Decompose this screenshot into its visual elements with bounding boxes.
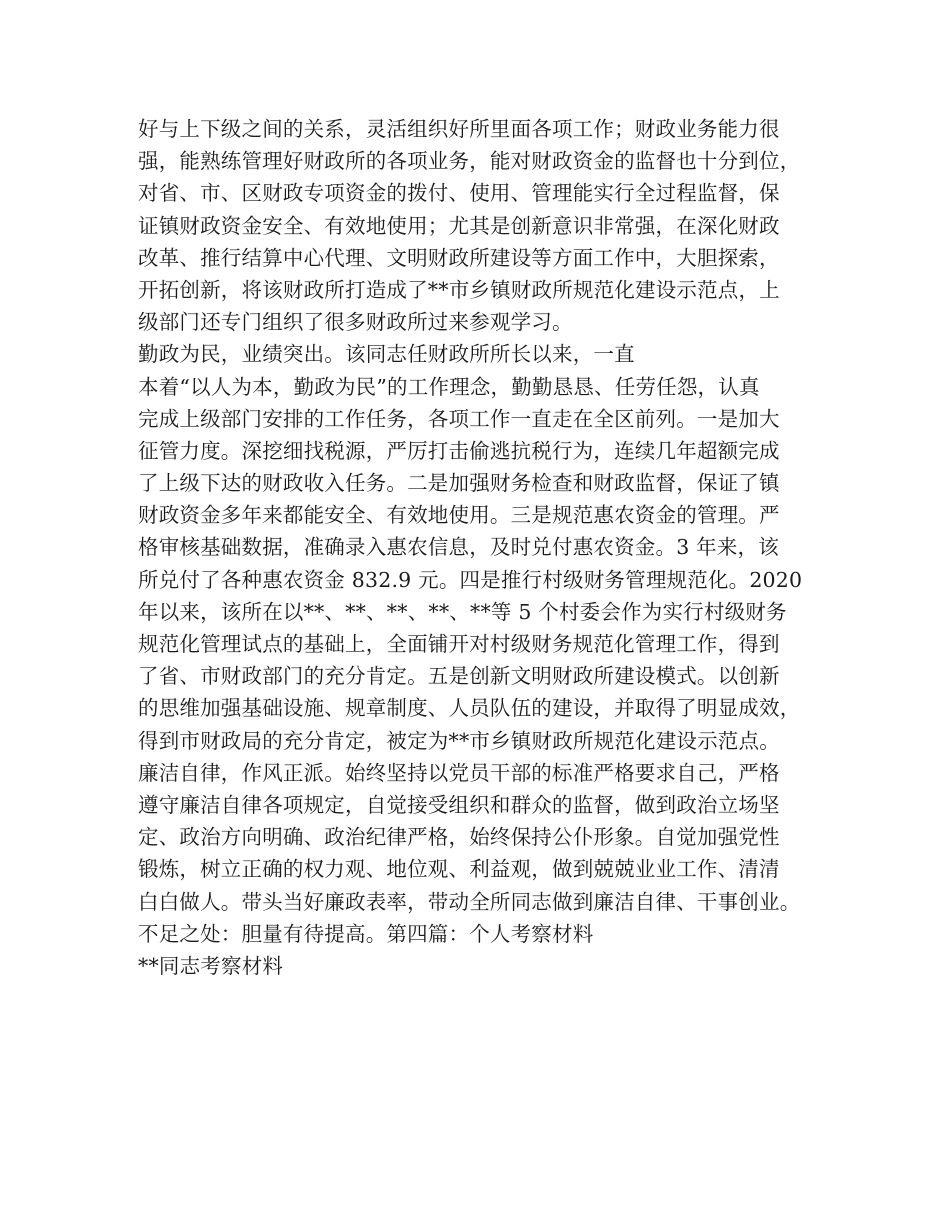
text-line: 不足之处：胆量有待提高。第四篇：个人考察材料 xyxy=(138,921,594,946)
text-line: 白白做人。带头当好廉政表率，带动全所同志做到廉洁自律、干事创业。 xyxy=(138,889,801,914)
text-line: 格审核基础数据，准确录入惠农信息，及时兑付惠农资金。3 年来，该 xyxy=(138,535,779,560)
text-line: 完成上级部门安排的工作任务，各项工作一直走在全区前列。一是加大 xyxy=(138,406,780,431)
text-line: 级部门还专门组织了很多财政所过来参观学习。 xyxy=(138,310,573,335)
text-line: 锻炼，树立正确的权力观、地位观、利益观，做到兢兢业业工作、清清 xyxy=(138,857,780,882)
text-line: 财政资金多年来都能安全、有效地使用。三是规范惠农资金的管理。严 xyxy=(138,503,780,528)
text-line: 强，能熟练管理好财政所的各项业务，能对财政资金的监督也十分到位， xyxy=(138,149,801,174)
text-line: 定、政治方向明确、政治纪律严格，始终保持公仆形象。自觉加强党性 xyxy=(138,825,780,850)
text-line: 开拓创新，将该财政所打造成了**市乡镇财政所规范化建设示范点，上 xyxy=(138,277,780,302)
text-line: 征管力度。深挖细找税源，严厉打击偷逃抗税行为，连续几年超额完成 xyxy=(138,438,780,463)
text-line: 廉洁自律，作风正派。始终坚持以党员干部的标准严格要求自己，严格 xyxy=(138,760,780,785)
text-line: 所兑付了各种惠农资金 832.9 元。四是推行村级财务管理规范化。2020 xyxy=(138,567,803,592)
text-line: 对省、市、区财政专项资金的拨付、使用、管理能实行全过程监督，保 xyxy=(138,181,780,206)
text-line: 得到市财政局的充分肯定，被定为**市乡镇财政所规范化建设示范点。 xyxy=(138,728,780,753)
text-line: 遵守廉洁自律各项规定，自觉接受组织和群众的监督，做到政治立场坚 xyxy=(138,792,780,817)
document-body xyxy=(138,113,828,982)
text-line: 勤政为民，业绩突出。该同志任财政所所长以来，一直 xyxy=(138,342,635,367)
text-line: 证镇财政资金安全、有效地使用；尤其是创新意识非常强，在深化财政 xyxy=(138,213,780,238)
text-line: 了上级下达的财政收入任务。二是加强财务检查和财政监督，保证了镇 xyxy=(138,471,780,496)
text-line: **同志考察材料 xyxy=(138,953,284,978)
text-line: 规范化管理试点的基础上，全面铺开对村级财务规范化管理工作，得到 xyxy=(138,632,780,656)
text-line: 好与上下级之间的关系，灵活组织好所里面各项工作；财政业务能力很 xyxy=(138,117,780,141)
text-line: 本着“以人为本，勤政为民”的工作理念，勤勤恳恳、任劳任怨，认真 xyxy=(138,374,760,399)
text-line: 的思维加强基础设施、规章制度、人员队伍的建设，并取得了明显成效， xyxy=(138,696,801,721)
text-line: 了省、市财政部门的充分肯定。五是创新文明财政所建设模式。以创新 xyxy=(138,664,780,689)
text-line: 年以来，该所在以**、**、**、**、**等 5 个村委会作为实行村级财务 xyxy=(138,599,787,624)
text-line: 改革、推行结算中心代理、文明财政所建设等方面工作中，大胆探索， xyxy=(138,245,780,270)
